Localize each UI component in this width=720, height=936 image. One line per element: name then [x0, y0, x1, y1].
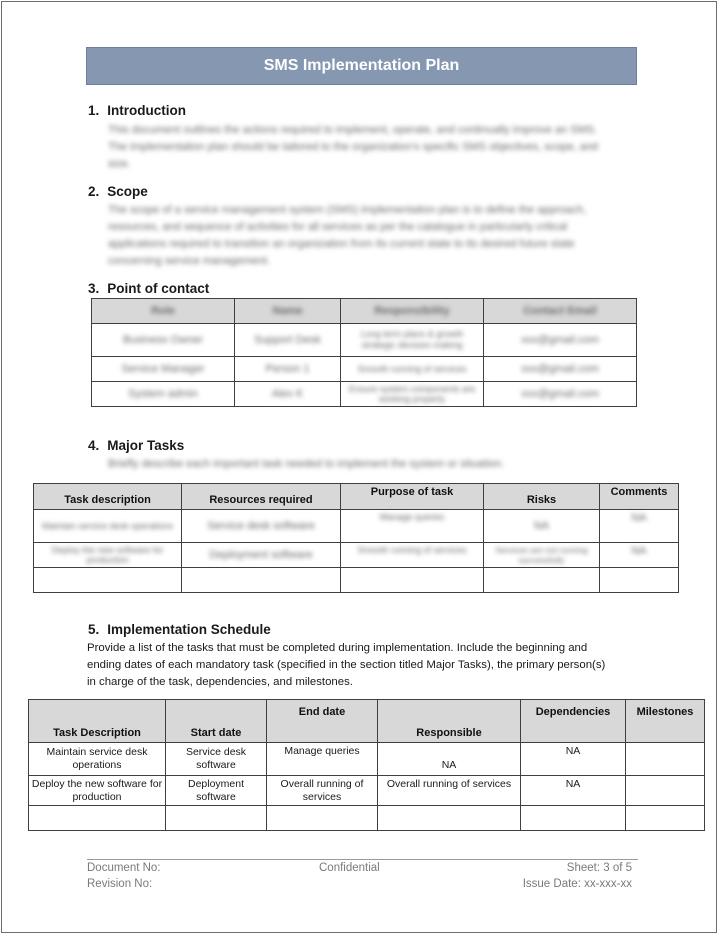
table-cell: [626, 743, 705, 776]
table-cell: [484, 568, 600, 593]
table-cell: Alex K: [235, 382, 341, 407]
table-cell: System admin: [92, 382, 235, 407]
footer-issue-date: Issue Date: xx-xxx-xx: [522, 878, 632, 890]
footer-sheet: Sheet: 3 of 5: [566, 862, 632, 874]
table-header-row: [92, 299, 637, 324]
point-of-contact-table: [91, 298, 637, 407]
section-number: 4.: [88, 438, 100, 453]
table-row: [29, 806, 705, 831]
paragraph-line: size.: [108, 158, 131, 170]
column-header: Risks: [484, 484, 600, 510]
table-cell: Deploy the new software for production: [34, 543, 182, 568]
table-cell: NA: [600, 543, 679, 568]
table-row: [34, 568, 679, 593]
column-header: Dependencies: [521, 700, 626, 743]
column-header: Role: [92, 299, 235, 324]
table-cell: Overall running of services: [378, 776, 521, 806]
implementation-schedule-table: [28, 699, 705, 831]
paragraph-line: The scope of a service management system (SMS) implementation plan is to define the approach,: [108, 204, 587, 216]
table-cell: [267, 806, 378, 831]
column-header: Task description: [34, 484, 182, 510]
table-cell: Manage queries: [341, 510, 484, 543]
table-cell: Business Owner: [92, 324, 235, 357]
paragraph-line: applications required to transition an organization from its current state to its desired future state: [108, 238, 575, 250]
table-cell: Maintain service desk operations: [29, 743, 166, 776]
document-page: [1, 1, 717, 933]
section-title: Major Tasks: [107, 438, 185, 453]
paragraph-line: in charge of the task, dependencies, and milestones.: [87, 676, 353, 688]
table-cell: [521, 806, 626, 831]
section-title: Implementation Schedule: [107, 622, 271, 637]
table-header-row: [34, 484, 679, 510]
section-heading-scope: [88, 184, 148, 199]
table-cell: Long term plans & growth strategic decision making: [341, 324, 484, 357]
major-tasks-table: [33, 483, 679, 593]
section-number: 2.: [88, 184, 100, 199]
table-header-row: [29, 700, 705, 743]
table-cell: NA: [484, 510, 600, 543]
column-header: Responsibility: [341, 299, 484, 324]
section-title: Point of contact: [107, 281, 210, 296]
table-cell: xxx@gmail.com: [484, 382, 637, 407]
table-cell: [34, 568, 182, 593]
section-title: Scope: [107, 184, 148, 199]
column-header: Name: [235, 299, 341, 324]
table-cell: Services are not running successfully: [484, 543, 600, 568]
document-title: SMS Implementation Plan: [86, 47, 637, 85]
section-heading-major-tasks: [88, 438, 184, 453]
paragraph-line: Provide a list of the tasks that must be completed during implementation. Include the beginning and: [87, 642, 588, 654]
paragraph-line: concerning service management.: [108, 255, 271, 267]
table-cell: [29, 806, 166, 831]
column-header: Purpose of task: [341, 484, 484, 510]
table-row: [34, 543, 679, 568]
paragraph-line: The implementation plan should be tailored to the organization's specific SMS objectives, scope, and: [108, 141, 599, 153]
table-cell: NA: [521, 743, 626, 776]
table-cell: [166, 806, 267, 831]
paragraph-line: ending dates of each mandatory task (specified in the section titled Major Tasks), the primary person(s): [87, 659, 606, 671]
column-header: Contact Email: [484, 299, 637, 324]
paragraph-line: resources, and sequence of activities for all services as per the catalogue in particularly critical: [108, 221, 568, 233]
column-header: Resources required: [182, 484, 341, 510]
section-number: 3.: [88, 281, 100, 296]
schedule-paragraph: [87, 640, 687, 691]
table-cell: Person 1: [235, 357, 341, 382]
table-cell: xxx@gmail.com: [484, 357, 637, 382]
table-cell: Service desk software: [182, 510, 341, 543]
table-cell: Deployment software: [182, 543, 341, 568]
table-cell: Service Manager: [92, 357, 235, 382]
table-row: [34, 510, 679, 543]
column-header: Milestones: [626, 700, 705, 743]
footer-divider: [87, 859, 638, 860]
column-header: Task Description: [29, 700, 166, 743]
table-row: [92, 382, 637, 407]
section-heading-point-of-contact: [88, 281, 209, 296]
table-row: [92, 324, 637, 357]
footer-revision-no: Revision No:: [87, 878, 153, 890]
table-cell: [626, 776, 705, 806]
table-cell: Deployment software: [166, 776, 267, 806]
table-cell: [341, 568, 484, 593]
column-header: Comments: [600, 484, 679, 510]
table-cell: NA: [600, 510, 679, 543]
table-row: [92, 357, 637, 382]
table-cell: Smooth running of services: [341, 357, 484, 382]
footer-confidential: Confidential: [319, 862, 380, 874]
section-heading-introduction: [88, 103, 186, 118]
paragraph-line: This document outlines the actions required to implement, operate, and continually improve an SMS.: [108, 124, 598, 136]
introduction-paragraph: [108, 122, 638, 173]
table-row: [29, 743, 705, 776]
section-heading-implementation-schedule: [88, 622, 271, 637]
table-cell: Overall running of services: [267, 776, 378, 806]
column-header: Responsible: [378, 700, 521, 743]
major-tasks-intro: Briefly describe each important task needed to implement the system or situation.: [108, 458, 505, 470]
table-cell: [378, 806, 521, 831]
table-cell: NA: [521, 776, 626, 806]
table-cell: Manage queries: [267, 743, 378, 776]
table-cell: Smooth running of services: [341, 543, 484, 568]
footer-document-no: Document No:: [87, 862, 161, 874]
table-cell: Maintain service desk operations: [34, 510, 182, 543]
table-cell: Service desk software: [166, 743, 267, 776]
table-cell: Support Desk: [235, 324, 341, 357]
column-header: Start date: [166, 700, 267, 743]
section-number: 5.: [88, 622, 100, 637]
section-number: 1.: [88, 103, 100, 118]
scope-paragraph: [108, 202, 638, 270]
table-cell: Deploy the new software for production: [29, 776, 166, 806]
table-cell: [182, 568, 341, 593]
table-row: [29, 776, 705, 806]
table-cell: NA: [378, 743, 521, 776]
table-cell: [600, 568, 679, 593]
column-header: End date: [267, 700, 378, 743]
table-cell: xxx@gmail.com: [484, 324, 637, 357]
section-title: Introduction: [107, 103, 186, 118]
table-cell: [626, 806, 705, 831]
table-cell: Ensure system components are working properly: [341, 382, 484, 407]
